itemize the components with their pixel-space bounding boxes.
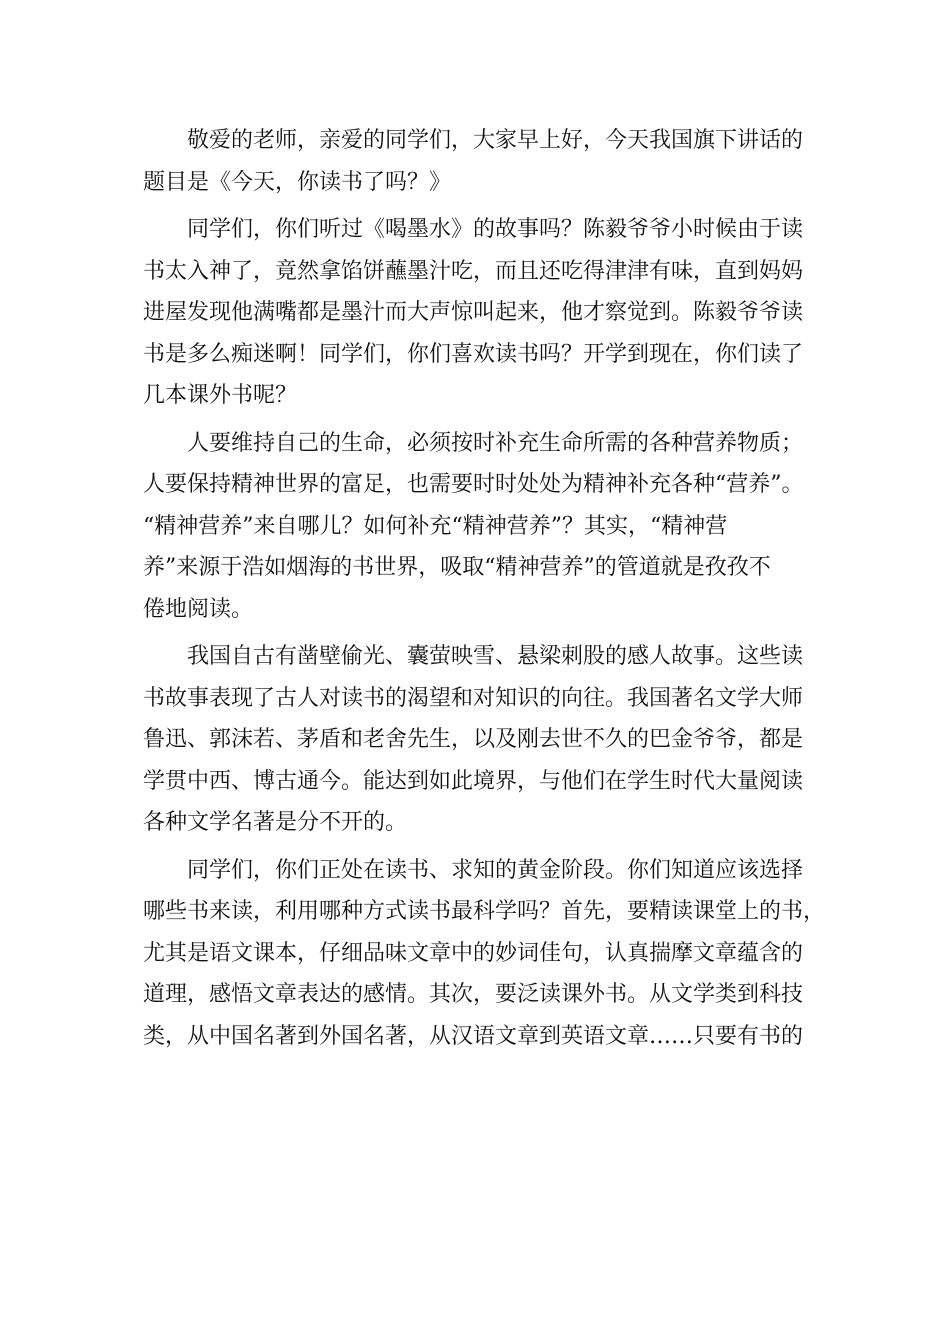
text-line: 几本课外书呢？ xyxy=(143,383,298,408)
text-line: 类，从中国名著到外国名著，从汉语文章到英语文章……只要有书的 xyxy=(143,1023,804,1049)
text-line: 道理，感悟文章表达的感情。其次，要泛读课外书。从文学类到科技 xyxy=(143,982,804,1007)
paragraph-advice xyxy=(143,850,826,1058)
text-line: “精神营养”来自哪儿？如何补充“精神营养”？其实，“精神营 xyxy=(143,513,728,539)
text-line: 尤其是语文课本，仔细品味文章中的妙词佳句，认真揣摩文章蕴含的 xyxy=(143,940,804,966)
text-line: 同学们，你们正处在读书、求知的黄金阶段。你们知道应该选择 xyxy=(187,857,804,883)
text-line: 题目是《今天，你读书了吗？》 xyxy=(143,169,452,195)
paragraph-nutrition xyxy=(143,423,815,631)
text-line: 学贯中西、博古通今。能达到如此境界，与他们在学生时代大量阅读 xyxy=(143,768,804,794)
text-line: 各种文学名著是分不开的。 xyxy=(143,810,408,835)
text-line: 敬爱的老师，亲爱的同学们，大家早上好，今天我国旗下讲话的 xyxy=(187,128,804,153)
text-line: 书是多么痴迷啊！同学们，你们喜欢读书吗？开学到现在，你们读了 xyxy=(143,341,804,367)
paragraph-greeting xyxy=(143,120,815,203)
text-line: 书故事表现了古人对读书的渴望和对知识的向往。我国著名文学大师 xyxy=(143,685,804,711)
document-body xyxy=(143,120,826,1063)
paragraph-story xyxy=(143,209,815,417)
text-line: 鲁迅、郭沫若、茅盾和老舍先生，以及刚去世不久的巴金爷爷，都是 xyxy=(143,727,804,752)
text-line: 进屋发现他满嘴都是墨汁而大声惊叫起来，他才察觉到。陈毅爷爷读 xyxy=(143,300,804,325)
text-line: 哪些书来读，利用哪种方式读书最科学吗？首先，要精读课堂上的书， xyxy=(143,899,826,924)
text-line: 人要维持自己的生命，必须按时补充生命所需的各种营养物质； xyxy=(187,430,804,456)
text-line: 养”来源于浩如烟海的书世界，吸取“精神营养”的管道就是孜孜不 xyxy=(143,555,771,580)
text-line: 我国自古有凿壁偷光、囊萤映雪、悬梁刺股的感人故事。这些读 xyxy=(187,644,804,669)
text-line: 书太入神了，竟然拿馅饼蘸墨汁吃，而且还吃得津津有味，直到妈妈 xyxy=(143,258,804,284)
text-line: 人要保持精神世界的富足，也需要时时处处为精神补充各种“营养”。 xyxy=(143,472,804,497)
text-line: 同学们，你们听过《喝墨水》的故事吗？陈毅爷爷小时候由于读 xyxy=(187,217,804,242)
paragraph-history xyxy=(143,636,815,844)
text-line: 倦地阅读。 xyxy=(143,596,254,622)
